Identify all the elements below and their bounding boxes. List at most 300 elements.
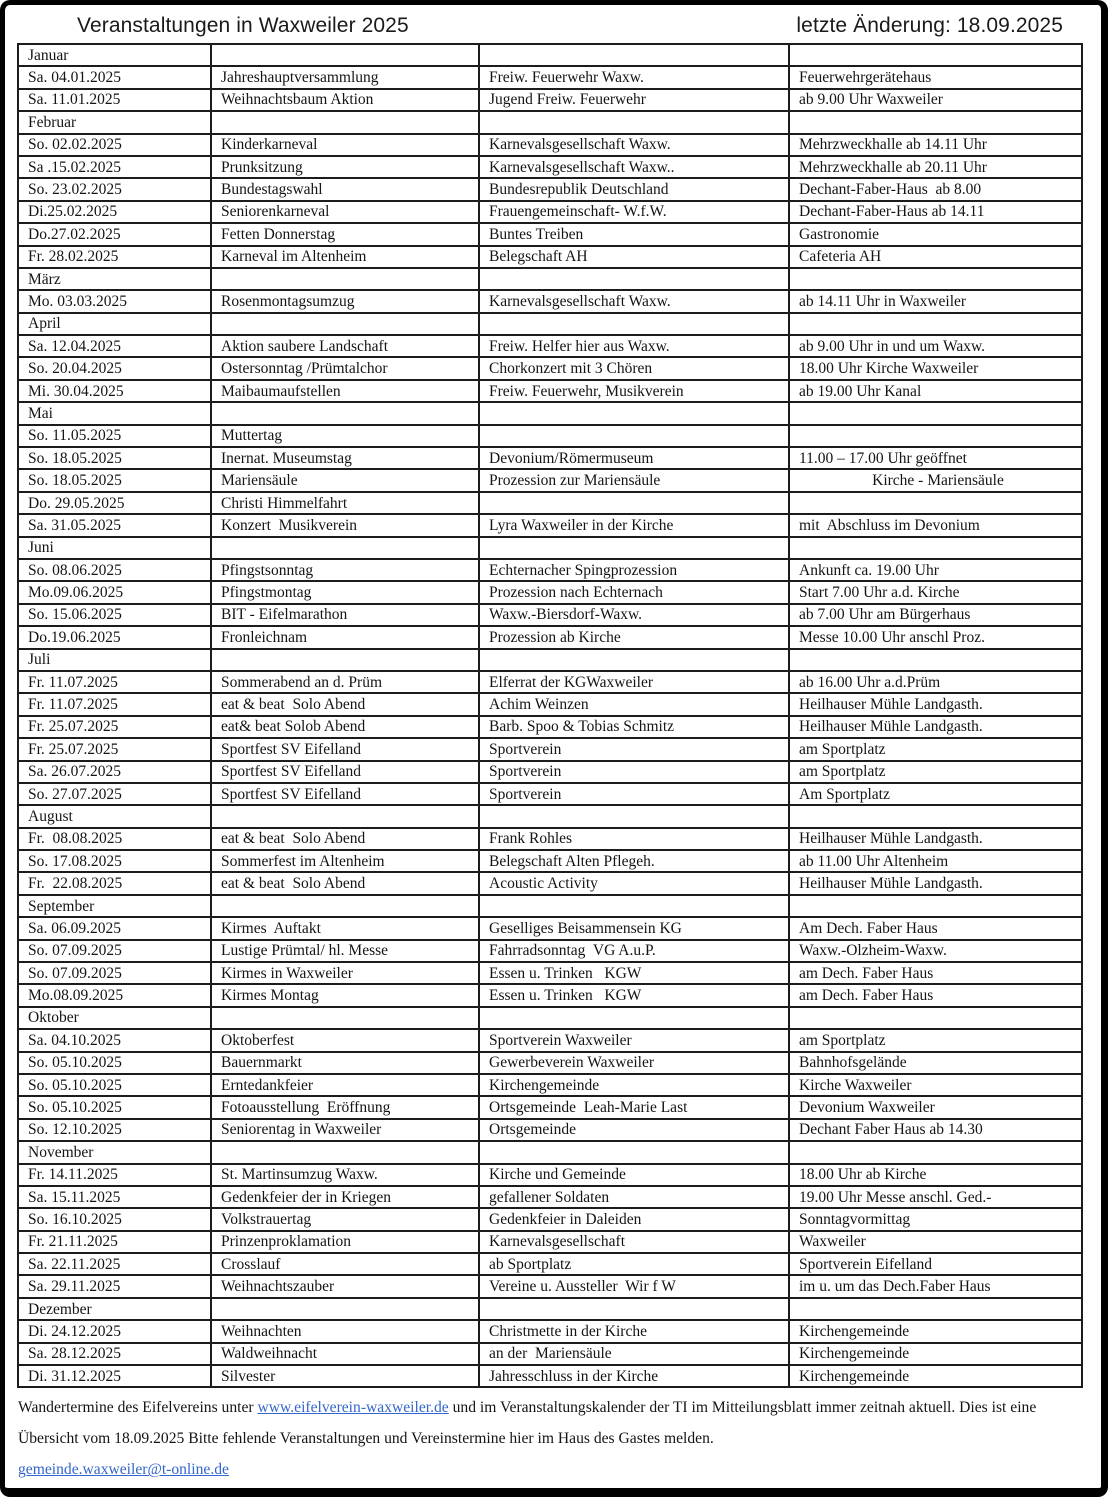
event-date-cell: Fr. 11.07.2025: [18, 693, 211, 715]
month-label: Juli: [18, 649, 211, 671]
event-location-cell: am Sportplatz: [789, 1029, 1082, 1051]
event-row: [18, 1253, 1082, 1275]
event-row: [18, 290, 1082, 312]
event-organizer-cell: Ortsgemeinde: [479, 1119, 789, 1141]
event-organizer-cell: [479, 425, 789, 447]
empty-cell: [479, 1007, 789, 1029]
event-location-cell: Heilhauser Mühle Landgasth.: [789, 693, 1082, 715]
event-date-cell: So. 07.09.2025: [18, 962, 211, 984]
event-date-cell: So. 27.07.2025: [18, 783, 211, 805]
month-row: [18, 111, 1082, 133]
empty-cell: [789, 1298, 1082, 1320]
event-event-cell: eat & beat Solo Abend: [211, 693, 479, 715]
event-location-cell: [789, 425, 1082, 447]
empty-cell: [479, 537, 789, 559]
gemeinde-email-link[interactable]: gemeinde.waxweiler@t-online.de: [18, 1461, 229, 1479]
event-organizer-cell: ab Sportplatz: [479, 1253, 789, 1275]
event-date-cell: So. 05.10.2025: [18, 1096, 211, 1118]
event-organizer-cell: Prozession zur Mariensäule: [479, 469, 789, 491]
event-organizer-cell: Ortsgemeinde Leah-Marie Last: [479, 1096, 789, 1118]
empty-cell: [211, 805, 479, 827]
event-location-cell: am Sportplatz: [789, 738, 1082, 760]
event-date-cell: So. 16.10.2025: [18, 1208, 211, 1230]
event-organizer-cell: gefallener Soldaten: [479, 1186, 789, 1208]
empty-cell: [479, 111, 789, 133]
event-row: [18, 671, 1082, 693]
event-date-cell: So. 11.05.2025: [18, 425, 211, 447]
event-row: [18, 357, 1082, 379]
event-event-cell: Fotoausstellung Eröffnung: [211, 1096, 479, 1118]
event-location-cell: Dechant-Faber-Haus ab 14.11: [789, 201, 1082, 223]
event-location-cell: Heilhauser Mühle Landgasth.: [789, 872, 1082, 894]
event-event-cell: Prunksitzung: [211, 156, 479, 178]
event-date-cell: So. 18.05.2025: [18, 469, 211, 491]
event-organizer-cell: Waxw.-Biersdorf-Waxw.: [479, 604, 789, 626]
empty-cell: [789, 649, 1082, 671]
event-organizer-cell: Jahresschluss in der Kirche: [479, 1365, 789, 1387]
event-row: [18, 559, 1082, 581]
event-event-cell: Rosenmontagsumzug: [211, 290, 479, 312]
event-date-cell: Sa. 06.09.2025: [18, 917, 211, 939]
event-location-cell: Bahnhofsgelände: [789, 1052, 1082, 1074]
event-organizer-cell: Sportverein: [479, 783, 789, 805]
event-organizer-cell: Echternacher Spingprozession: [479, 559, 789, 581]
event-location-cell: [789, 492, 1082, 514]
empty-cell: [789, 537, 1082, 559]
event-date-cell: Fr. 11.07.2025: [18, 671, 211, 693]
event-location-cell: Heilhauser Mühle Landgasth.: [789, 828, 1082, 850]
event-organizer-cell: Elferrat der KGWaxweiler: [479, 671, 789, 693]
event-date-cell: Sa. 12.04.2025: [18, 335, 211, 357]
event-event-cell: Muttertag: [211, 425, 479, 447]
empty-cell: [211, 402, 479, 424]
empty-cell: [789, 805, 1082, 827]
event-date-cell: Fr. 08.08.2025: [18, 828, 211, 850]
event-row: [18, 716, 1082, 738]
event-row: [18, 850, 1082, 872]
events-table: [17, 43, 1083, 1388]
empty-cell: [789, 268, 1082, 290]
event-location-cell: Am Dech. Faber Haus: [789, 917, 1082, 939]
event-event-cell: Lustige Prümtal/ hl. Messe: [211, 940, 479, 962]
empty-cell: [211, 537, 479, 559]
event-organizer-cell: Freiw. Helfer hier aus Waxw.: [479, 335, 789, 357]
empty-cell: [789, 1141, 1082, 1163]
event-organizer-cell: Belegschaft Alten Pflegeh.: [479, 850, 789, 872]
event-date-cell: Di.25.02.2025: [18, 201, 211, 223]
event-row: [18, 984, 1082, 1006]
event-event-cell: Pfingstmontag: [211, 581, 479, 603]
empty-cell: [211, 1007, 479, 1029]
event-date-cell: So. 20.04.2025: [18, 357, 211, 379]
footer-text: Wandertermine des Eifelvereins unter: [18, 1399, 258, 1417]
event-date-cell: So. 23.02.2025: [18, 178, 211, 200]
empty-cell: [479, 1141, 789, 1163]
event-date-cell: Fr. 25.07.2025: [18, 716, 211, 738]
event-location-cell: Dechant Faber Haus ab 14.30: [789, 1119, 1082, 1141]
event-event-cell: Inernat. Museumstag: [211, 447, 479, 469]
event-row: [18, 1052, 1082, 1074]
events-table-body: [18, 44, 1082, 1387]
empty-cell: [479, 268, 789, 290]
month-row: [18, 1007, 1082, 1029]
event-row: [18, 1343, 1082, 1365]
event-row: [18, 246, 1082, 268]
event-row: [18, 1365, 1082, 1387]
event-date-cell: Mo.08.09.2025: [18, 984, 211, 1006]
empty-cell: [789, 44, 1082, 66]
event-date-cell: Do.27.02.2025: [18, 223, 211, 245]
event-event-cell: Sportfest SV Eifelland: [211, 738, 479, 760]
event-location-cell: ab 7.00 Uhr am Bürgerhaus: [789, 604, 1082, 626]
event-event-cell: Mariensäule: [211, 469, 479, 491]
event-location-cell: Ankunft ca. 19.00 Uhr: [789, 559, 1082, 581]
event-organizer-cell: Prozession ab Kirche: [479, 626, 789, 648]
event-date-cell: Fr. 21.11.2025: [18, 1231, 211, 1253]
event-date-cell: Sa. 04.10.2025: [18, 1029, 211, 1051]
event-event-cell: Kirmes Auftakt: [211, 917, 479, 939]
event-row: [18, 1164, 1082, 1186]
event-row: [18, 447, 1082, 469]
event-date-cell: So. 05.10.2025: [18, 1074, 211, 1096]
event-row: [18, 1320, 1082, 1342]
month-row: [18, 1141, 1082, 1163]
event-event-cell: Erntedankfeier: [211, 1074, 479, 1096]
event-organizer-cell: Devonium/Römermuseum: [479, 447, 789, 469]
page-header: [77, 14, 1063, 38]
event-row: [18, 223, 1082, 245]
month-row: [18, 44, 1082, 66]
empty-cell: [479, 313, 789, 335]
event-event-cell: BIT - Eifelmarathon: [211, 604, 479, 626]
event-organizer-cell: Geselliges Beisammensein KG: [479, 917, 789, 939]
event-event-cell: Weihnachtszauber: [211, 1275, 479, 1297]
event-row: [18, 1231, 1082, 1253]
event-row: [18, 1119, 1082, 1141]
event-event-cell: Weihnachten: [211, 1320, 479, 1342]
month-row: [18, 1298, 1082, 1320]
event-event-cell: eat& beat Solob Abend: [211, 716, 479, 738]
event-location-cell: Devonium Waxweiler: [789, 1096, 1082, 1118]
event-event-cell: Prinzenproklamation: [211, 1231, 479, 1253]
month-row: [18, 805, 1082, 827]
event-date-cell: Sa. 29.11.2025: [18, 1275, 211, 1297]
event-organizer-cell: Frank Rohles: [479, 828, 789, 850]
event-date-cell: Do. 29.05.2025: [18, 492, 211, 514]
event-organizer-cell: Kirchengemeinde: [479, 1074, 789, 1096]
event-event-cell: Konzert Musikverein: [211, 514, 479, 536]
month-label: November: [18, 1141, 211, 1163]
month-label: August: [18, 805, 211, 827]
event-row: [18, 1029, 1082, 1051]
event-date-cell: Fr. 25.07.2025: [18, 738, 211, 760]
event-row: [18, 738, 1082, 760]
event-date-cell: So. 08.06.2025: [18, 559, 211, 581]
event-row: [18, 872, 1082, 894]
event-row: [18, 693, 1082, 715]
event-location-cell: Waxweiler: [789, 1231, 1082, 1253]
month-label: Mai: [18, 402, 211, 424]
empty-cell: [211, 111, 479, 133]
event-event-cell: Pfingstsonntag: [211, 559, 479, 581]
month-label: Juni: [18, 537, 211, 559]
event-row: [18, 940, 1082, 962]
event-location-cell: ab 14.11 Uhr in Waxweiler: [789, 290, 1082, 312]
event-row: [18, 89, 1082, 111]
empty-cell: [211, 313, 479, 335]
event-location-cell: Gastronomie: [789, 223, 1082, 245]
event-row: [18, 761, 1082, 783]
event-location-cell: Cafeteria AH: [789, 246, 1082, 268]
event-event-cell: Waldweihnacht: [211, 1343, 479, 1365]
empty-cell: [789, 111, 1082, 133]
eifelverein-website-link[interactable]: www.eifelverein-waxweiler.de: [257, 1399, 449, 1417]
event-event-cell: Crosslauf: [211, 1253, 479, 1275]
event-location-cell: Mehrzweckhalle ab 14.11 Uhr: [789, 134, 1082, 156]
event-organizer-cell: Christmette in der Kirche: [479, 1320, 789, 1342]
event-date-cell: Mo. 03.03.2025: [18, 290, 211, 312]
event-location-cell: im u. um das Dech.Faber Haus: [789, 1275, 1082, 1297]
last-change-note: letzte Änderung: 18.09.2025: [796, 14, 1063, 37]
event-date-cell: Sa. 26.07.2025: [18, 761, 211, 783]
event-organizer-cell: Gewerbeverein Waxweiler: [479, 1052, 789, 1074]
event-event-cell: Kirmes Montag: [211, 984, 479, 1006]
month-label: Dezember: [18, 1298, 211, 1320]
empty-cell: [789, 313, 1082, 335]
event-location-cell: Kirche Waxweiler: [789, 1074, 1082, 1096]
event-row: [18, 1208, 1082, 1230]
event-row: [18, 962, 1082, 984]
event-row: [18, 1074, 1082, 1096]
event-organizer-cell: Essen u. Trinken KGW: [479, 962, 789, 984]
month-row: [18, 313, 1082, 335]
event-date-cell: Fr. 14.11.2025: [18, 1164, 211, 1186]
empty-cell: [211, 1298, 479, 1320]
empty-cell: [211, 1141, 479, 1163]
month-label: Februar: [18, 111, 211, 133]
footer-text: und im Veranstaltungskalender der TI im Mitteilungsblatt immer zeitnah aktuell. Dies ist eine Übersicht vom 18.09.2025 Bitte fehlende Veranstaltungen und Vereinstermine hier im Haus des Gastes melden.: [18, 1399, 1037, 1448]
event-location-cell: ab 11.00 Uhr Altenheim: [789, 850, 1082, 872]
event-date-cell: So. 15.06.2025: [18, 604, 211, 626]
event-location-cell: am Dech. Faber Haus: [789, 962, 1082, 984]
event-row: [18, 1186, 1082, 1208]
event-row: [18, 828, 1082, 850]
month-row: [18, 268, 1082, 290]
event-row: [18, 604, 1082, 626]
event-row: [18, 626, 1082, 648]
event-event-cell: Maibaumaufstellen: [211, 380, 479, 402]
event-row: [18, 581, 1082, 603]
event-location-cell: Kirchengemeinde: [789, 1365, 1082, 1387]
event-organizer-cell: Gedenkfeier in Daleiden: [479, 1208, 789, 1230]
event-organizer-cell: Essen u. Trinken KGW: [479, 984, 789, 1006]
event-row: [18, 156, 1082, 178]
event-event-cell: Weihnachtsbaum Aktion: [211, 89, 479, 111]
empty-cell: [211, 44, 479, 66]
event-date-cell: Sa. 15.11.2025: [18, 1186, 211, 1208]
event-date-cell: Di. 24.12.2025: [18, 1320, 211, 1342]
event-location-cell: ab 9.00 Uhr in und um Waxw.: [789, 335, 1082, 357]
event-event-cell: Christi Himmelfahrt: [211, 492, 479, 514]
event-event-cell: Kinderkarneval: [211, 134, 479, 156]
event-row: [18, 783, 1082, 805]
event-location-cell: Am Sportplatz: [789, 783, 1082, 805]
empty-cell: [479, 805, 789, 827]
event-location-cell: 11.00 – 17.00 Uhr geöffnet: [789, 447, 1082, 469]
event-row: [18, 492, 1082, 514]
event-organizer-cell: Achim Weinzen: [479, 693, 789, 715]
event-location-cell: 18.00 Uhr ab Kirche: [789, 1164, 1082, 1186]
event-organizer-cell: Sportverein: [479, 738, 789, 760]
event-event-cell: St. Martinsumzug Waxw.: [211, 1164, 479, 1186]
event-date-cell: Fr. 28.02.2025: [18, 246, 211, 268]
event-location-cell: Messe 10.00 Uhr anschl Proz.: [789, 626, 1082, 648]
event-row: [18, 335, 1082, 357]
event-event-cell: Gedenkfeier der in Kriegen: [211, 1186, 479, 1208]
month-row: [18, 537, 1082, 559]
event-event-cell: Seniorenkarneval: [211, 201, 479, 223]
event-event-cell: Seniorentag in Waxweiler: [211, 1119, 479, 1141]
event-organizer-cell: Vereine u. Aussteller Wir f W: [479, 1275, 789, 1297]
event-organizer-cell: Belegschaft AH: [479, 246, 789, 268]
month-row: [18, 649, 1082, 671]
footer-note: [18, 1392, 1087, 1485]
event-row: [18, 66, 1082, 88]
event-event-cell: Kirmes in Waxweiler: [211, 962, 479, 984]
event-organizer-cell: an der Mariensäule: [479, 1343, 789, 1365]
empty-cell: [479, 1298, 789, 1320]
event-organizer-cell: Lyra Waxweiler in der Kirche: [479, 514, 789, 536]
event-event-cell: Silvester: [211, 1365, 479, 1387]
event-location-cell: Kirchengemeinde: [789, 1343, 1082, 1365]
empty-cell: [789, 1007, 1082, 1029]
event-event-cell: Ostersonntag /Prümtalchor: [211, 357, 479, 379]
month-row: [18, 402, 1082, 424]
event-date-cell: Sa. 22.11.2025: [18, 1253, 211, 1275]
event-location-cell: Feuerwehrgerätehaus: [789, 66, 1082, 88]
event-date-cell: Do.19.06.2025: [18, 626, 211, 648]
empty-cell: [789, 895, 1082, 917]
event-event-cell: Sportfest SV Eifelland: [211, 761, 479, 783]
event-organizer-cell: Karnevalsgesellschaft Waxw.: [479, 290, 789, 312]
event-location-cell: Dechant-Faber-Haus ab 8.00: [789, 178, 1082, 200]
event-row: [18, 380, 1082, 402]
empty-cell: [211, 268, 479, 290]
event-location-cell: Start 7.00 Uhr a.d. Kirche: [789, 581, 1082, 603]
event-location-cell: Kirche - Mariensäule: [789, 469, 1082, 491]
event-date-cell: Sa. 04.01.2025: [18, 66, 211, 88]
month-label: März: [18, 268, 211, 290]
event-event-cell: Sportfest SV Eifelland: [211, 783, 479, 805]
event-organizer-cell: Acoustic Activity: [479, 872, 789, 894]
event-location-cell: am Dech. Faber Haus: [789, 984, 1082, 1006]
event-date-cell: Di. 31.12.2025: [18, 1365, 211, 1387]
event-date-cell: Fr. 22.08.2025: [18, 872, 211, 894]
event-row: [18, 917, 1082, 939]
event-row: [18, 514, 1082, 536]
event-date-cell: So. 17.08.2025: [18, 850, 211, 872]
event-date-cell: Sa. 31.05.2025: [18, 514, 211, 536]
event-location-cell: 18.00 Uhr Kirche Waxweiler: [789, 357, 1082, 379]
event-organizer-cell: Frauengemeinschaft- W.f.W.: [479, 201, 789, 223]
event-event-cell: Oktoberfest: [211, 1029, 479, 1051]
event-location-cell: Kirchengemeinde: [789, 1320, 1082, 1342]
event-event-cell: Sommerabend an d. Prüm: [211, 671, 479, 693]
event-organizer-cell: Jugend Freiw. Feuerwehr: [479, 89, 789, 111]
event-organizer-cell: Kirche und Gemeinde: [479, 1164, 789, 1186]
event-location-cell: ab 16.00 Uhr a.d.Prüm: [789, 671, 1082, 693]
month-label: April: [18, 313, 211, 335]
empty-cell: [479, 895, 789, 917]
event-row: [18, 469, 1082, 491]
event-date-cell: Mi. 30.04.2025: [18, 380, 211, 402]
event-event-cell: Jahreshauptversammlung: [211, 66, 479, 88]
page-title: Veranstaltungen in Waxweiler 2025: [77, 14, 409, 37]
event-event-cell: eat & beat Solo Abend: [211, 872, 479, 894]
month-label: Januar: [18, 44, 211, 66]
event-date-cell: Sa. 11.01.2025: [18, 89, 211, 111]
empty-cell: [211, 649, 479, 671]
event-row: [18, 134, 1082, 156]
event-organizer-cell: Karnevalsgesellschaft Waxw..: [479, 156, 789, 178]
event-organizer-cell: Karnevalsgesellschaft Waxw.: [479, 134, 789, 156]
month-row: [18, 895, 1082, 917]
event-date-cell: Sa. 28.12.2025: [18, 1343, 211, 1365]
event-date-cell: So. 05.10.2025: [18, 1052, 211, 1074]
event-organizer-cell: Sportverein Waxweiler: [479, 1029, 789, 1051]
event-organizer-cell: [479, 492, 789, 514]
empty-cell: [789, 402, 1082, 424]
empty-cell: [479, 402, 789, 424]
empty-cell: [211, 895, 479, 917]
event-event-cell: Volkstrauertag: [211, 1208, 479, 1230]
month-label: Oktober: [18, 1007, 211, 1029]
event-event-cell: Sommerfest im Altenheim: [211, 850, 479, 872]
empty-cell: [479, 44, 789, 66]
event-location-cell: am Sportplatz: [789, 761, 1082, 783]
event-event-cell: Karneval im Altenheim: [211, 246, 479, 268]
event-location-cell: Sportverein Eifelland: [789, 1253, 1082, 1275]
empty-cell: [479, 649, 789, 671]
event-organizer-cell: Chorkonzert mit 3 Chören: [479, 357, 789, 379]
event-event-cell: Aktion saubere Landschaft: [211, 335, 479, 357]
event-event-cell: Fronleichnam: [211, 626, 479, 648]
event-organizer-cell: Prozession nach Echternach: [479, 581, 789, 603]
event-organizer-cell: Barb. Spoo & Tobias Schmitz: [479, 716, 789, 738]
event-row: [18, 1275, 1082, 1297]
event-location-cell: ab 9.00 Uhr Waxweiler: [789, 89, 1082, 111]
event-location-cell: Mehrzweckhalle ab 20.11 Uhr: [789, 156, 1082, 178]
month-label: September: [18, 895, 211, 917]
event-event-cell: Bundestagswahl: [211, 178, 479, 200]
event-date-cell: So. 02.02.2025: [18, 134, 211, 156]
event-organizer-cell: Freiw. Feuerwehr, Musikverein: [479, 380, 789, 402]
event-organizer-cell: Karnevalsgesellschaft: [479, 1231, 789, 1253]
event-organizer-cell: Bundesrepublik Deutschland: [479, 178, 789, 200]
event-date-cell: So. 07.09.2025: [18, 940, 211, 962]
event-organizer-cell: Buntes Treiben: [479, 223, 789, 245]
event-event-cell: Bauernmarkt: [211, 1052, 479, 1074]
event-row: [18, 201, 1082, 223]
event-date-cell: So. 12.10.2025: [18, 1119, 211, 1141]
event-organizer-cell: Fahrradsonntag VG A.u.P.: [479, 940, 789, 962]
event-event-cell: Fetten Donnerstag: [211, 223, 479, 245]
event-location-cell: 19.00 Uhr Messe anschl. Ged.-: [789, 1186, 1082, 1208]
event-event-cell: eat & beat Solo Abend: [211, 828, 479, 850]
event-organizer-cell: Sportverein: [479, 761, 789, 783]
event-location-cell: Sonntagvormittag: [789, 1208, 1082, 1230]
event-location-cell: ab 19.00 Uhr Kanal: [789, 380, 1082, 402]
